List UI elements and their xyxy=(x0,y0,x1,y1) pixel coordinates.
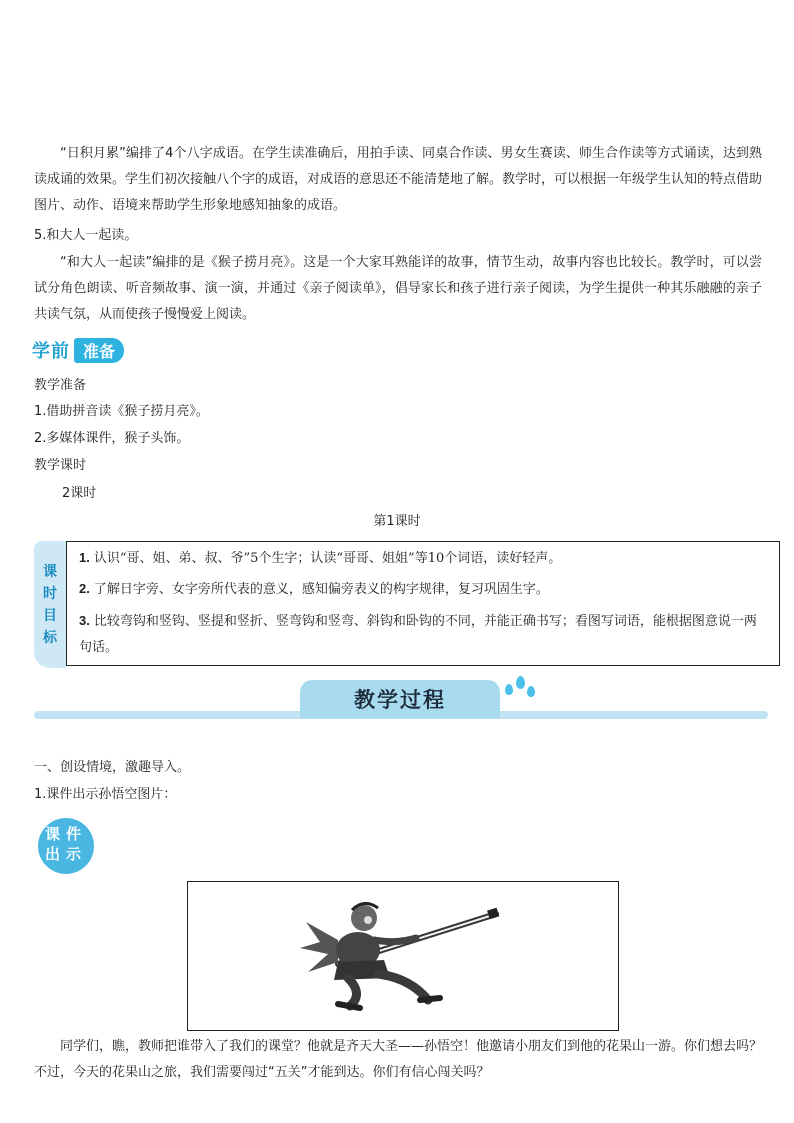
goal-number: 2. xyxy=(79,581,90,596)
lesson-title: 第1课时 xyxy=(373,514,421,529)
tag-part1: 学前 xyxy=(32,341,70,362)
courseware-badge xyxy=(38,818,94,874)
prep-item-1: 1.借助拼音读《猴子捞月亮》。 xyxy=(34,404,209,419)
intro-paragraph-2: “和大人一起读”编排的是《猴子捞月亮》。这是一个大家耳熟能详的故事，情节生动，故事内容也比较长。教学时，可以尝试分角色朗读、听音频故事、演一演，并通过《亲子阅读单》，倡导家长和孩子进行亲子阅读，为学生提供一种其乐融融的亲子共读气氛，从而使孩子慢慢爱上阅读。 xyxy=(34,255,762,322)
hours-heading: 教学课时 xyxy=(34,458,87,473)
goal-item-1 xyxy=(79,545,769,572)
goals-tab-char: 目 xyxy=(43,608,57,624)
process-step-1: 一、创设情境，激趣导入。 xyxy=(34,760,191,775)
image-frame xyxy=(187,881,619,1031)
monkey-king-illustration xyxy=(188,882,620,1032)
goals-tab-char: 时 xyxy=(43,586,57,602)
goal-text: 比较弯钩和竖钩、竖提和竖折、竖弯钩和竖弯、斜钩和卧钩的不同，并能正确书写；看图写词语，能根据图意说一两句话。 xyxy=(79,614,757,655)
process-step-1-1: 1.课件出示孙悟空图片： xyxy=(34,787,177,802)
courseware-badge-label: 课件出示 xyxy=(44,825,87,863)
goals-box xyxy=(66,541,780,666)
process-banner-title: 教学过程 xyxy=(354,688,446,712)
intro-paragraph-1: “日积月累”编排了4个八字成语。在学生读准确后，用拍手读、同桌合作读、男女生赛读、师生合作读等方式诵读，达到熟读成诵的效果。学生们初次接触八个字的成语，对成语的意思还不能清楚地了解。教学时，可以根据一年级学生认知的特点借助图片、动作、语境来帮助学生形象地感知抽象的成语。 xyxy=(34,146,763,213)
goal-number: 3. xyxy=(79,613,90,628)
goals-tab xyxy=(34,541,66,668)
goal-number: 1. xyxy=(79,550,90,565)
process-paragraph: 同学们，瞧，教师把谁带入了我们的课堂？他就是齐天大圣——孙悟空！他邀请小朋友们到他的花果山一游。你们想去吗？不过，今天的花果山之旅，我们需要闯过“五关”才能到达。你们有信心闯关吗？ xyxy=(34,1039,763,1080)
section-tag-prep xyxy=(32,336,124,364)
goal-text: 了解日字旁、女字旁所代表的意义，感知偏旁表义的构字规律，复习巩固生字。 xyxy=(93,582,549,597)
goal-item-2 xyxy=(79,576,769,603)
process-banner xyxy=(300,680,500,718)
list-item-5: 5.和大人一起读。 xyxy=(34,228,138,243)
prep-item-2: 2.多媒体课件，猴子头饰。 xyxy=(34,431,190,446)
prep-heading: 教学准备 xyxy=(34,378,87,393)
goals-tab-char: 课 xyxy=(43,564,57,580)
goals-tab-char: 标 xyxy=(43,630,57,646)
hours-value: 2课时 xyxy=(62,486,97,501)
water-drop-icon xyxy=(505,684,513,695)
water-drop-icon xyxy=(527,686,535,697)
tag-part2: 准备 xyxy=(74,338,124,363)
goal-item-3 xyxy=(79,608,769,661)
water-drop-icon xyxy=(516,676,525,689)
goal-text: 认识“哥、姐、弟、叔、爷”5个生字；认读“哥哥、姐姐”等10个词语，读好轻声。 xyxy=(93,551,562,566)
